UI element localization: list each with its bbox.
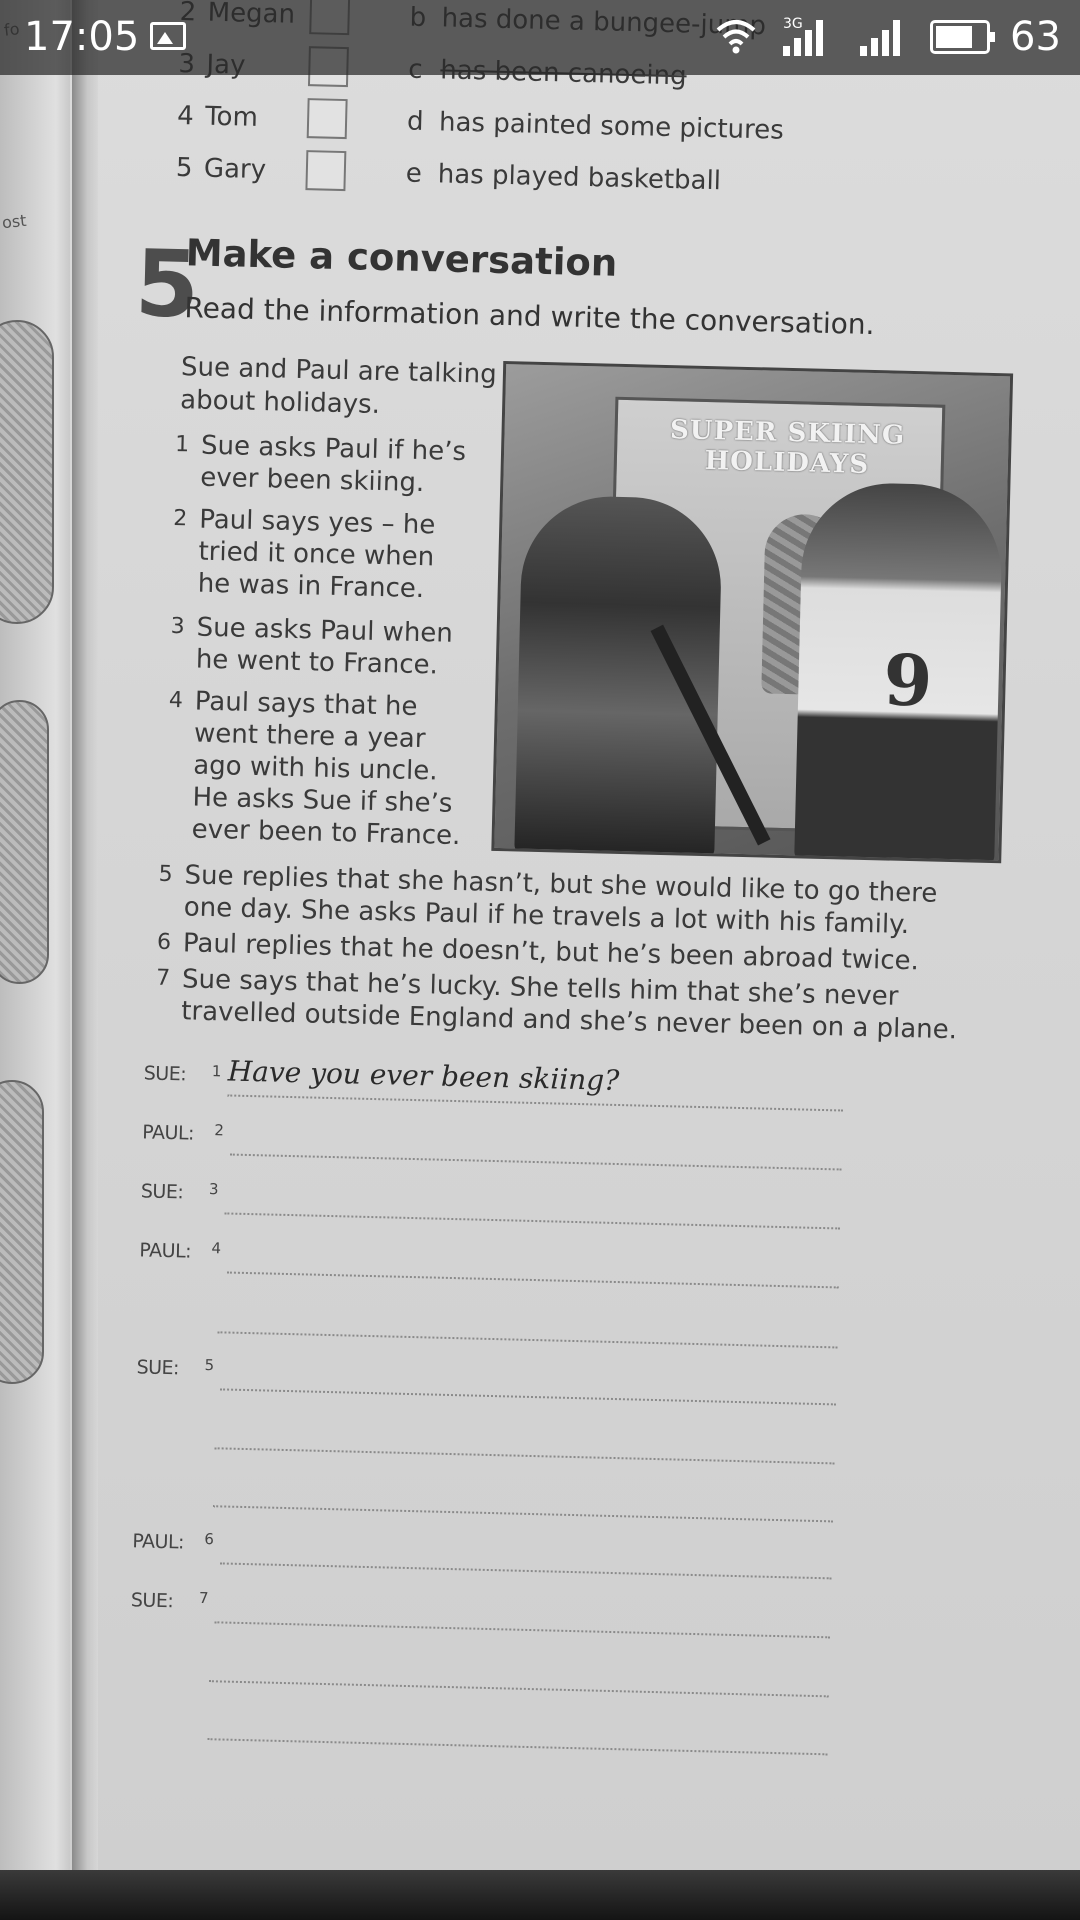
illustration [491, 361, 1013, 863]
answer-line[interactable] [208, 1738, 828, 1755]
photo-bottom-edge [0, 1870, 1080, 1920]
answer-box[interactable] [305, 150, 346, 191]
answer-row: PAUL: 6 [132, 1526, 833, 1583]
matching-row: 4 Tom d has painted some pictures [177, 95, 178, 139]
answer-line[interactable] [224, 1212, 840, 1229]
left-page-edge [0, 0, 80, 1875]
handwritten-answer: Have you ever been skiing? [227, 1054, 620, 1098]
left-page-illustration [0, 700, 49, 984]
speaker-label: SUE: [130, 1589, 174, 1613]
book-spine [72, 0, 98, 1875]
intro-text: Sue and Paul are talking about holidays. [179, 352, 498, 420]
section-number: 5 [133, 229, 201, 339]
exercise-page: 4 Tom d has painted some pictures 5 Gary e has played basketball 5 Make a conversation Read the information and write the conversation. Sue and Paul are talking about holidays. 1 Sue asks Paul if he’s ever been skiing. 2 Paul says yes – he tried it once when he was in France. 3 Sue asks Paul when he went to France. 4 Paul says that he went there a year ago with his uncle. He asks Sue if she’s ever been to France. SUPER SKIING HOLIDAYS 9 5 Sue replies that she hasn’t, but she would like to go there one day. She asks Paul if he travels a lot with his family. 6 Paul replies that he doesn’t, but he’s been abroad twice. 7 Sue says that he’s lucky. She tells him that she’s never travelled outside England and she’s never been on a plane. SUE: 1 Have you ever been skiing? PAUL: 2 SUE: 3 PAUL: 4 SUE: 5 PAUL: 6 SUE: 7 [94, 0, 1039, 1891]
speaker-label: PAUL: [139, 1239, 192, 1263]
answer-row: PAUL: 2 [142, 1117, 843, 1174]
battery-icon [930, 20, 990, 54]
answer-box[interactable] [307, 98, 348, 139]
section-title: Make a conversation [185, 231, 618, 285]
answer-line[interactable] [217, 1331, 837, 1348]
network-type: 3G [783, 16, 803, 32]
answer-line[interactable] [220, 1388, 836, 1405]
answer-line[interactable] [209, 1680, 829, 1697]
answer-line[interactable] [220, 1562, 832, 1579]
answer-line[interactable] [230, 1154, 842, 1171]
answer-row: SUE: 5 [136, 1352, 837, 1409]
answer-line[interactable] [213, 1505, 833, 1522]
speaker-label: PAUL: [142, 1121, 195, 1145]
battery-level: 63 [1010, 14, 1061, 60]
answer-line[interactable] [227, 1094, 843, 1111]
answer-row: SUE: 7 [130, 1585, 831, 1642]
answer-line[interactable] [215, 1447, 835, 1464]
signal-icon [783, 18, 835, 56]
speaker-label: PAUL: [132, 1530, 185, 1554]
answer-row: SUE: 3 [140, 1176, 841, 1233]
answer-line[interactable] [214, 1621, 830, 1638]
left-page-illustration [0, 1080, 44, 1384]
section-instruction: Read the information and write the conversation. [184, 291, 875, 342]
poster-text: SUPER SKIING HOLIDAYS [669, 415, 906, 480]
gallery-icon [150, 22, 186, 50]
left-page-fragment: ost [1, 210, 28, 233]
status-time: 17:05 [24, 14, 140, 60]
speaker-label: SUE: [143, 1062, 187, 1086]
answer-line[interactable] [227, 1272, 839, 1289]
shirt-number: 9 [882, 638, 934, 723]
speaker-label: SUE: [140, 1180, 184, 1204]
girl-figure [514, 495, 723, 860]
status-bar [0, 0, 1080, 75]
wifi-icon [716, 18, 756, 54]
answer-row: SUE: 1 Have you ever been skiing? [143, 1058, 844, 1115]
left-page-illustration [0, 320, 54, 624]
speaker-label: SUE: [136, 1356, 180, 1380]
matching-row: 5 Gary e has played basketball [175, 147, 176, 191]
signal-icon [860, 18, 912, 56]
answer-row: PAUL: 4 [139, 1235, 840, 1292]
